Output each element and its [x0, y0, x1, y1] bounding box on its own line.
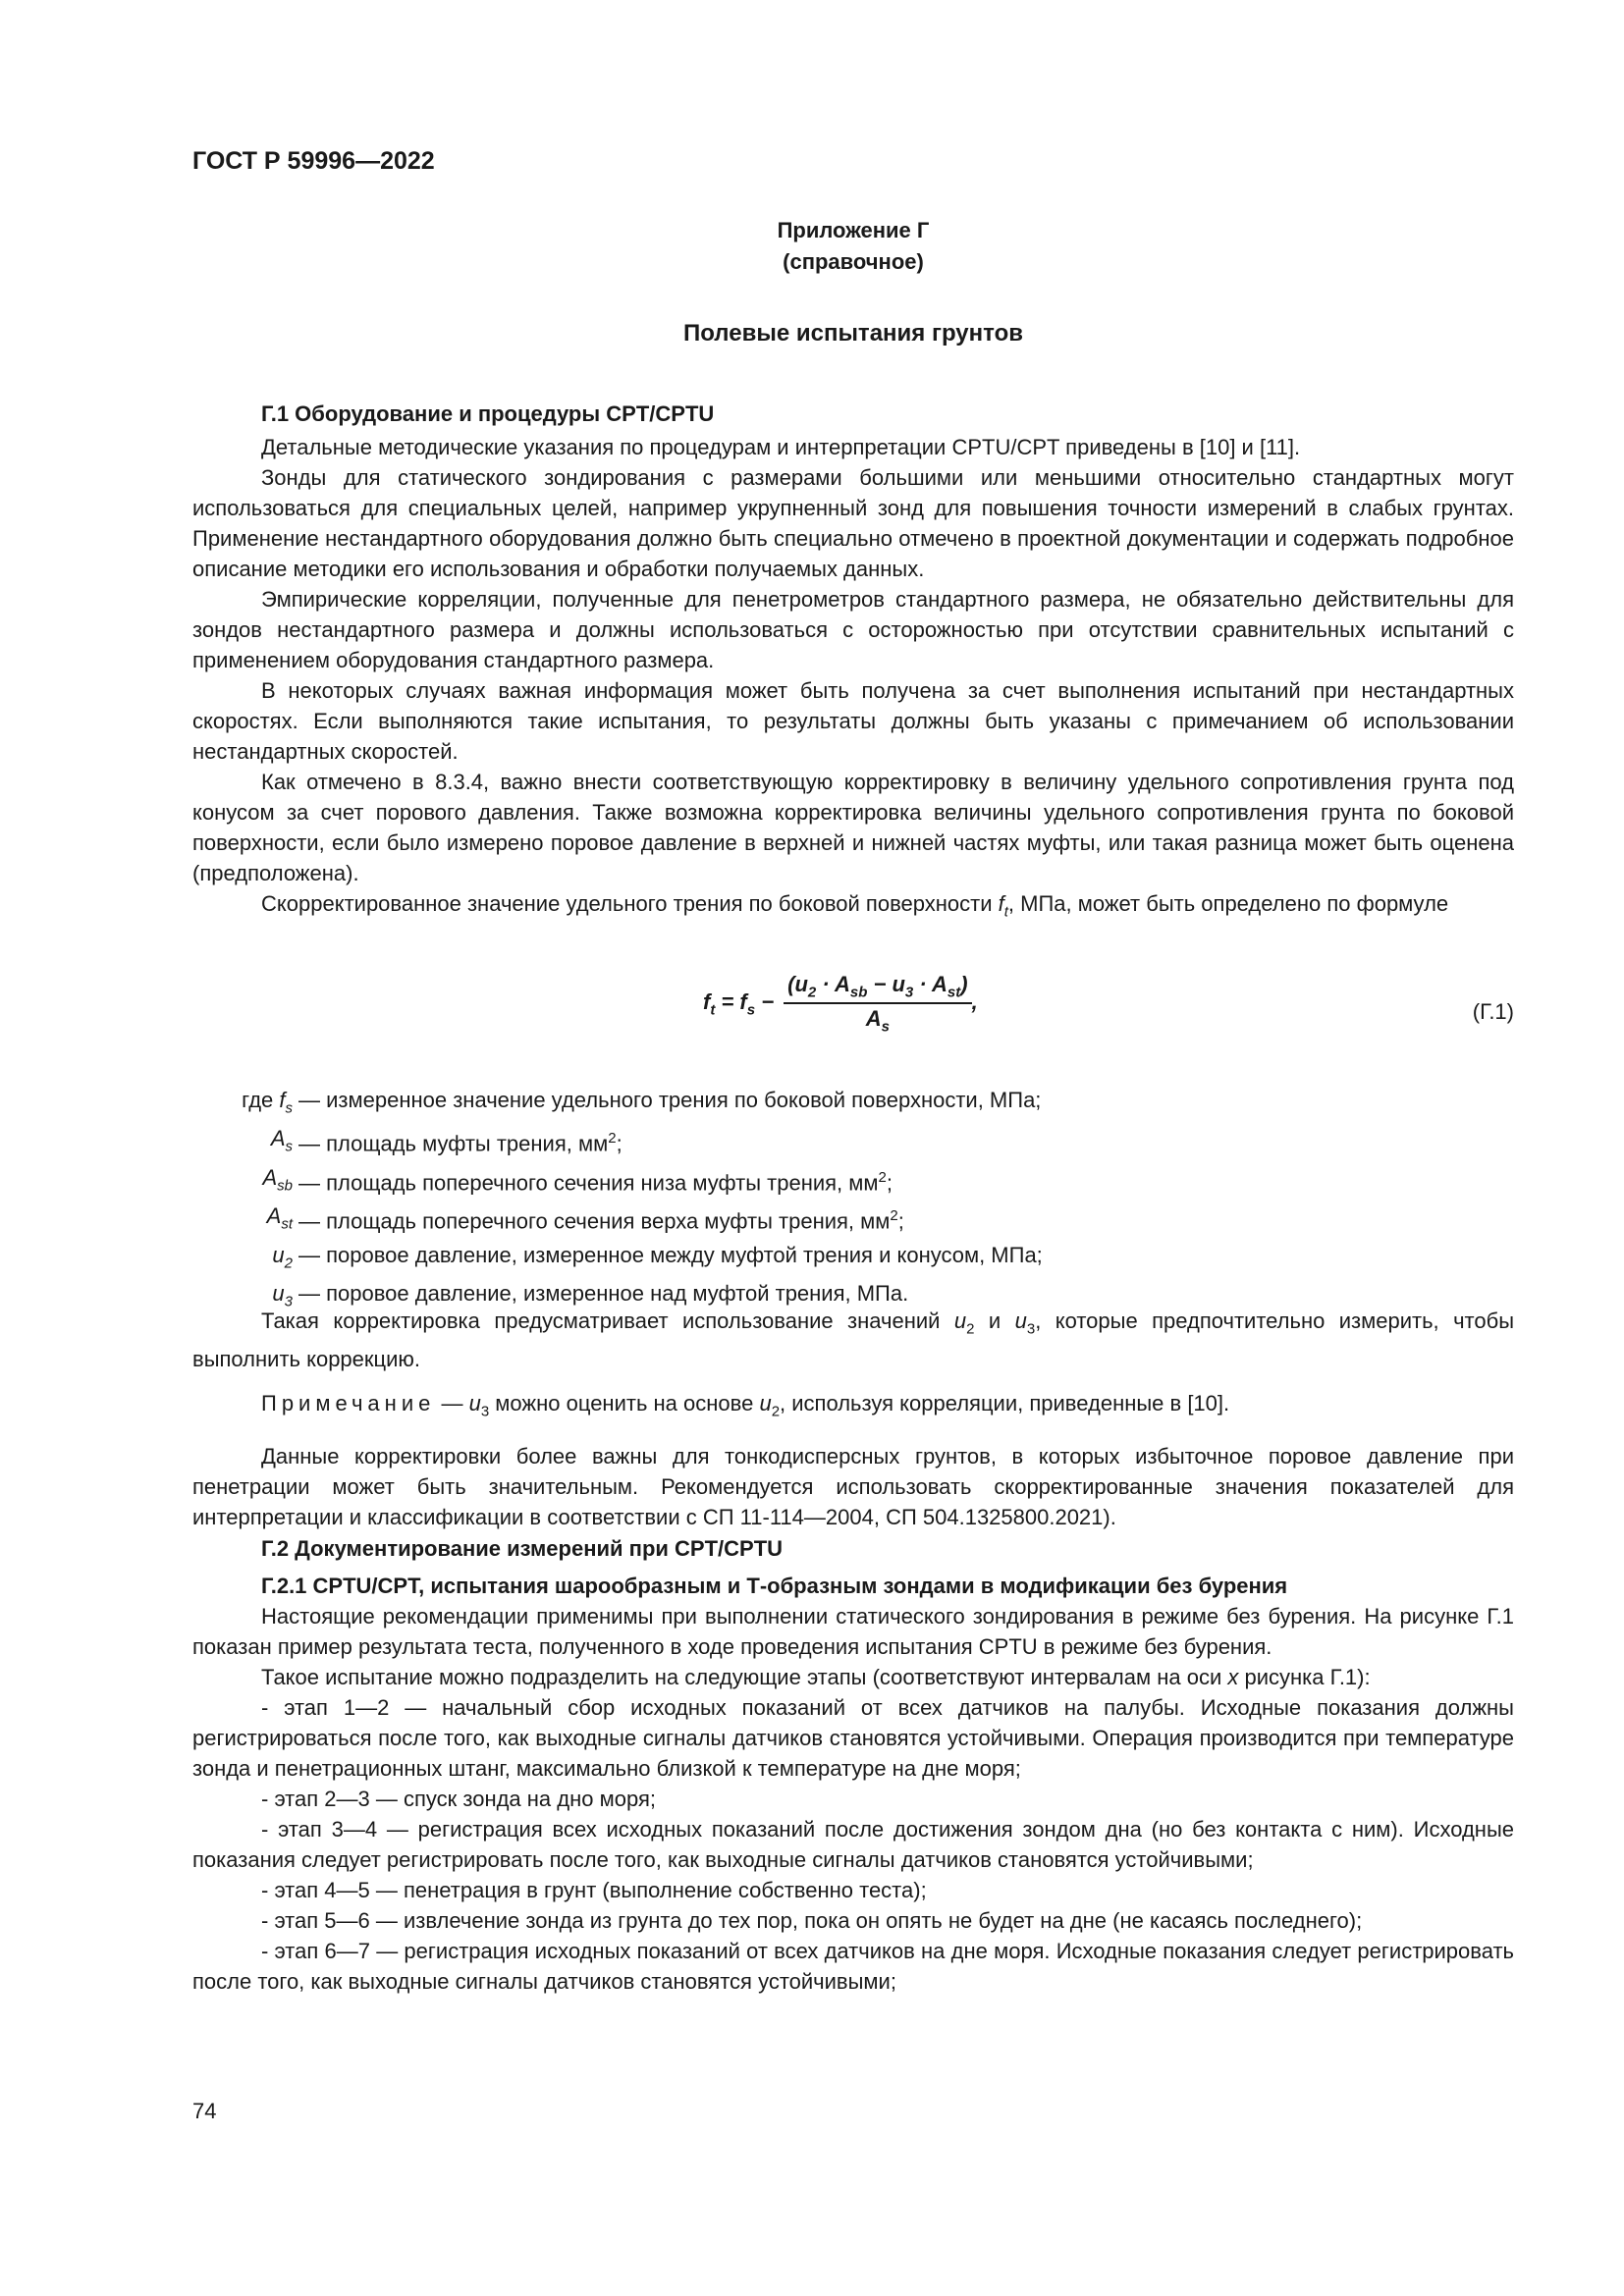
where-item [192, 1240, 1514, 1278]
list-item: - этап 6—7 — регистрация исходных показаний от всех датчиков на дне моря. Исходные показания следует регистрировать после того, как выходные сигналы датчиков становятся устойчивыми; [192, 1939, 1514, 1994]
symbol-description: — измеренное значение удельного трения по боковой поверхности, МПа; [298, 1088, 1042, 1112]
paragraph: Как отмечено в 8.3.4, важно внести соответствующую корректировку в величину удельного сопротивления грунта под конусом за счет порового давления. Также возможна корректировка величины удельного сопротивления грунта по боковой поверхности, если было измерено поровое давление в верхней и нижней частях муфты, или такая разница может быть оценена (предположена). [192, 770, 1514, 885]
symbol-description: — площадь поперечного сечения верха муфты трения, $мм^2$; [298, 1207, 904, 1234]
paragraph: Эмпирические корреляции, полученные для пенетрометров стандартного размера, не обязательно действительны для зондов нестандартного размера и должны использоваться с осторожностью при отсутствии сравнительных испытаний с применением оборудования стандартного размера. [192, 587, 1514, 672]
paragraph: Зонды для статического зондирования с размерами большими или меньшими относительно стандартных могут использоваться для специальных целей, например укрупненный зонд для повышения точности измерений в слабых грунтах. Применение нестандартного оборудования должно быть специально отмечено в проектной документации и содержать подробное описание методики его использования и обработки получаемых данных. [192, 465, 1514, 581]
where-list [192, 1085, 1514, 1316]
section-g2 [192, 1533, 1514, 1997]
section-g1 [192, 399, 1514, 927]
symbol: где $f_s$ [242, 1088, 293, 1117]
after-formula [192, 1306, 1514, 1532]
formula-number: (Г.1) [1472, 999, 1514, 1024]
symbol: $A_{st}$ [266, 1203, 293, 1233]
paragraph: Настоящие рекомендации применимы при выполнении статического зондирования в режиме без бурения. На рисунке Г.1 показан пример результата теста, полученного в ходе проведения испытания CPTU в режиме без бурения. [192, 1604, 1514, 1659]
symbol: $u_2$ [272, 1242, 293, 1271]
subsection-heading: Г.2.1 CPTU/CPT, испытания шарообразным и Т-образным зондами в модификации без бурения [261, 1574, 1288, 1598]
where-item [192, 1162, 1514, 1201]
paragraph: Данные корректировки более важны для тонкодисперсных грунтов, в которых избыточное поровое давление при пенетрации может быть значительным. Рекомендуется использовать скорректированные значения показателей для интерпретации и классификации в соответствии с СП 11-114—2004, СП 504.1325800.2021). [192, 1443, 1514, 1529]
symbol: $A_{sb}$ [262, 1164, 293, 1195]
section-heading: Г.2 Документирование измерений при CPT/CPTU [261, 1536, 784, 1561]
list-item: - этап 2—3 — спуск зонда на дно моря; [261, 1787, 656, 1811]
formula-expression: $f_t = f_s$ − $\frac{(u_2 \cdot A_{sb} - u_3 \cdot A_{st})}{A_s}$ , [703, 972, 978, 1036]
formula-g1 [192, 972, 1514, 1050]
page-number: 74 [192, 2099, 217, 2123]
paragraph: Детальные методические указания по процедурам и интерпретации CPTU/CPT приведены в [10] и [11]. [261, 435, 1301, 459]
symbol-description: — площадь поперечного сечения низа муфты трения, $мм^2$; [298, 1168, 893, 1196]
annex-label: Приложение Г [777, 218, 930, 242]
symbol-description: — площадь муфты трения, $мм^2$; [298, 1130, 623, 1156]
where-item [192, 1085, 1514, 1123]
standard-id: ГОСТ Р 59996—2022 [192, 147, 435, 175]
paragraph: Скорректированное значение удельного трения по боковой поверхности $f_t$, МПа, может быть определено по формуле [261, 891, 1449, 921]
paragraph: В некоторых случаях важная информация может быть получена за счет выполнения испытаний при нестандартных скоростях. Если выполняются такие испытания, то результаты должны быть указаны с примечанием об использовании нестандартных скоростей. [192, 678, 1514, 764]
formula-fraction: $\frac{(u_2 \cdot A_{sb} - u_3 \cdot A_{st})}{A_s}$ [784, 972, 971, 1036]
symbol-description: — поровое давление, измеренное между муфтой трения и конусом, МПа; [298, 1242, 1043, 1267]
symbol-description: — поровое давление, измеренное над муфтой трения, МПа. [298, 1280, 909, 1306]
paragraph: Такое испытание можно подразделить на следующие этапы (соответствуют интервалам на оси x рисунка Г.1): [261, 1665, 1371, 1689]
note: Примечание — $u_3$ можно оценить на основе $u_2$, используя корреляции, приведенные в [10]. [261, 1391, 1230, 1420]
section-heading: Г.1 Оборудование и процедуры CPT/CPTU [261, 401, 715, 426]
where-item [192, 1201, 1514, 1239]
where-item [192, 1123, 1514, 1161]
list-item: - этап 1—2 — начальный сбор исходных показаний от всех датчиков на палубы. Исходные показания должны регистрироваться после того, как выходные сигналы датчиков становятся устойчивыми. Операция производится при температуре зонда и пенетрационных штанг, максимально близкой к температуре на дне моря; [192, 1695, 1514, 1781]
symbol: $A_s$ [270, 1126, 293, 1155]
list-item: - этап 3—4 — регистрация всех исходных показаний после достижения зондом дна (но без контакта с ним). Исходные показания следует регистрировать после того, как выходные сигналы датчиков становятся устойчивыми; [192, 1817, 1514, 1872]
list-item: - этап 4—5 — пенетрация в грунт (выполнение собственно теста); [261, 1878, 927, 1902]
annex-title: Полевые испытания грунтов [682, 320, 1023, 347]
annex-kind: (справочное) [783, 249, 924, 274]
list-item: - этап 5—6 — извлечение зонда из грунта до тех пор, пока он опять не будет на дне (не касаясь последнего); [261, 1908, 1363, 1933]
symbol: $u_3$ [272, 1280, 293, 1310]
paragraph: Такая корректировка предусматривает использование значений $u_2$ и $u_3$, которые предпочтительно измерить, чтобы выполнить коррекцию. [192, 1308, 1515, 1372]
